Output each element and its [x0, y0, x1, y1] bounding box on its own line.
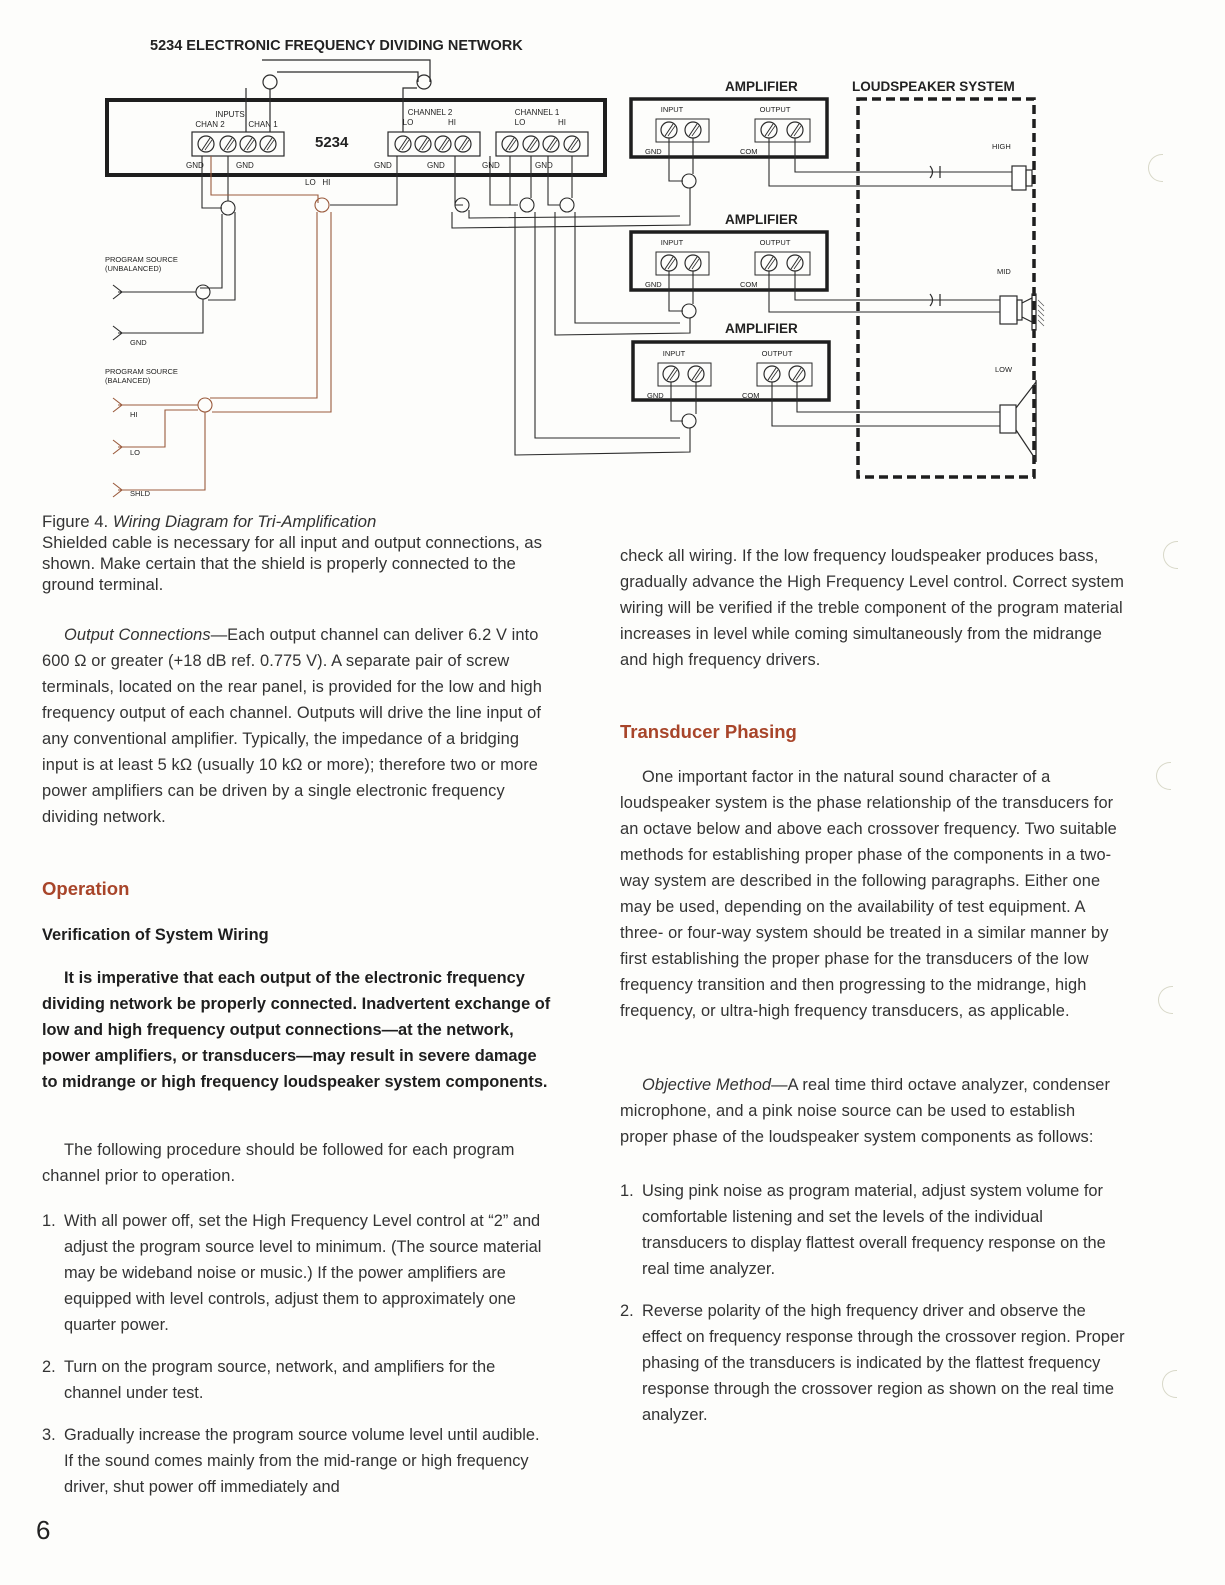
- amplifier-1: [631, 79, 827, 157]
- driver-high-label: HIGH: [992, 142, 1011, 151]
- amplifier-title: AMPLIFIER: [725, 321, 798, 336]
- gnd-label: GND: [535, 161, 553, 170]
- channel1-lo-label: LO: [514, 118, 526, 127]
- phasing-step: [620, 1298, 1125, 1428]
- com-label: COM: [740, 280, 758, 289]
- gnd-label: GND: [236, 161, 254, 170]
- source-gnd-label: GND: [130, 338, 147, 347]
- output-label: OUTPUT: [759, 105, 791, 114]
- input-label: INPUT: [660, 105, 684, 114]
- figure-title: Wiring Diagram for Tri-Amplification: [112, 512, 377, 531]
- step-text: Reverse polarity of the high frequency driver and observe the effect on frequency response through the crossover region. Proper phasing of the transducers is indicated by the flattest frequency response through the crossover region as shown on the real time analyzer.: [642, 1302, 1125, 1424]
- source-balanced-label: PROGRAM SOURCE: [105, 367, 178, 376]
- step-number: 1.: [620, 1182, 634, 1200]
- wiring-warning: It is imperative that each output of the electronic frequency dividing network be properly connected. Inadvertent exchange of low and high frequency output connections—at the network, power amplifiers, or transducers—may result in severe damage to midrange or high frequency loudspeaker system components.: [42, 969, 551, 1091]
- driver-mid-label: MID: [997, 267, 1011, 276]
- amplifier-3: [633, 321, 829, 400]
- gnd-label: GND: [374, 161, 392, 170]
- com-label: COM: [740, 147, 758, 156]
- procedure-step: [42, 1208, 552, 1338]
- step-number: 2.: [620, 1302, 634, 1320]
- step-text: With all power off, set the High Frequency Level control at “2” and adjust the program source level to minimum. (The source material may be wideband noise or music.) If the power amplifiers are equipped with level controls, adjust them to approximately one quarter power.: [64, 1212, 542, 1334]
- source-unbalanced-label: PROGRAM SOURCE: [105, 255, 178, 264]
- figure-description: Shielded cable is necessary for all input and output connections, as shown. Make certain that the shield is properly connected to the ground terminal.: [42, 533, 543, 594]
- connector-icons: [113, 285, 122, 340]
- step-number: 2.: [42, 1358, 56, 1376]
- wiring-diagram: [0, 0, 1225, 510]
- diagram-title: 5234 ELECTRONIC FREQUENCY DIVIDING NETWORK: [150, 38, 523, 54]
- phasing-step: [620, 1178, 1125, 1282]
- procedure-steps: [42, 1208, 552, 1500]
- operation-heading: Operation: [42, 878, 130, 899]
- channel1-label: CHANNEL 1: [514, 108, 560, 117]
- channel2-hi-label: HI: [448, 118, 456, 127]
- output-connections-lead: Output Connections: [64, 626, 211, 644]
- binding-hole-mark: [1162, 1370, 1177, 1398]
- woofer-icon: [1000, 405, 1016, 433]
- amplifier-2: [631, 212, 827, 290]
- step-text: Using pink noise as program material, adjust system volume for comfortable listening and set the levels of the individual transducers to display flattest overall frequency response on the real time analyzer.: [642, 1182, 1106, 1278]
- output-label: OUTPUT: [761, 349, 793, 358]
- gnd-label: GND: [645, 147, 662, 156]
- transducer-phasing-heading: Transducer Phasing: [620, 721, 797, 742]
- tweeter-icon: [1012, 166, 1026, 190]
- input-label: INPUT: [662, 349, 686, 358]
- gnd-label: GND: [427, 161, 445, 170]
- model-number: 5234: [315, 134, 349, 151]
- binding-hole-mark: [1156, 762, 1171, 790]
- continuation-paragraph: check all wiring. If the low frequency loudspeaker produces bass, gradually advance the High Frequency Level control. Correct system wiring will be verified if the treble component of the program material increases in level while coming simultaneously from the midrange and high frequency drivers.: [620, 547, 1125, 669]
- output-connections-text: —Each output channel can deliver 6.2 V into 600 Ω or greater (+18 dB ref. 0.775 V). A separate pair of screw terminals, located on the rear panel, is provided for the low and high frequency output of each channel. Outputs will drive the line input of any conventional amplifier. Typically, the impedance of a bridging input is at least 5 kΩ (usually 10 kΩ or more); therefore two or more power amplifiers can be driven by a single electronic frequency dividing network.: [42, 626, 542, 826]
- step-text: Turn on the program source, network, and amplifiers for the channel under test.: [64, 1358, 496, 1402]
- gnd-label: GND: [482, 161, 500, 170]
- phasing-paragraph: One important factor in the natural sound character of a loudspeaker system is the phase relationship of the transducers for an octave below and above each crossover frequency. Two suitable methods for establishing proper phase of the components in a two-way system are described in the following paragraphs. Either one may be used, depending on the availability of test equipment. A three- or four-way system should be treated in a similar manner by first establishing the proper phase for the transducers of the low frequency transition and then progressing to the midrange, high frequency, or ultra-high frequency transducers, as applicable.: [620, 768, 1117, 1020]
- objective-method-paragraph: [620, 1072, 1125, 1150]
- source-shld-label: SHLD: [130, 489, 151, 498]
- amplifier-title: AMPLIFIER: [725, 79, 798, 94]
- source-balanced-sublabel: (BALANCED): [105, 376, 151, 385]
- procedure-step: [42, 1354, 552, 1406]
- output-connections-paragraph: [42, 622, 552, 830]
- objective-method-lead: Objective Method: [642, 1076, 772, 1094]
- figure-label: Figure 4.: [42, 512, 109, 531]
- source-hi-label: HI: [130, 410, 138, 419]
- gnd-label: GND: [186, 161, 204, 170]
- output-label: OUTPUT: [759, 238, 791, 247]
- step-number: 3.: [42, 1426, 56, 1444]
- channel2-lo-label: LO: [402, 118, 414, 127]
- channel1-hi-label: HI: [558, 118, 566, 127]
- loudspeaker-title: LOUDSPEAKER SYSTEM: [852, 79, 1015, 94]
- inputs-label: INPUTS: [215, 110, 245, 119]
- binding-hole-mark: [1158, 986, 1173, 1014]
- chan1-label: CHAN 1: [248, 120, 278, 129]
- driver-low-label: LOW: [995, 365, 1013, 374]
- gnd-label: GND: [645, 280, 662, 289]
- source-lo-label: LO: [130, 448, 141, 457]
- figure-caption: [42, 511, 552, 595]
- phasing-steps: [620, 1178, 1125, 1428]
- network-unit: [107, 100, 605, 187]
- com-label: COM: [742, 391, 760, 400]
- step-number: 1.: [42, 1212, 56, 1230]
- objective-method-text: —A real time third octave analyzer, condenser microphone, and a pink noise source can be used to establish proper phase of the loudspeaker system components as follows:: [620, 1076, 1111, 1146]
- lo-hi-label: LO HI: [305, 178, 331, 187]
- step-text: Gradually increase the program source volume level until audible. If the sound comes mainly from the mid-range or high frequency driver, shut power off immediately and: [64, 1426, 540, 1496]
- channel2-label: CHANNEL 2: [407, 108, 453, 117]
- gnd-label: GND: [647, 391, 664, 400]
- procedure-step: [42, 1422, 552, 1500]
- source-unbalanced-sublabel: (UNBALANCED): [105, 264, 162, 273]
- binding-hole-mark: [1163, 541, 1178, 569]
- verification-heading: Verification of System Wiring: [42, 926, 269, 944]
- input-label: INPUT: [660, 238, 684, 247]
- procedure-intro: The following procedure should be followed for each program channel prior to operation.: [42, 1141, 515, 1185]
- page-number: 6: [36, 1515, 51, 1545]
- midrange-driver-icon: [1000, 296, 1017, 324]
- chan2-label: CHAN 2: [195, 120, 225, 129]
- amplifier-title: AMPLIFIER: [725, 212, 798, 227]
